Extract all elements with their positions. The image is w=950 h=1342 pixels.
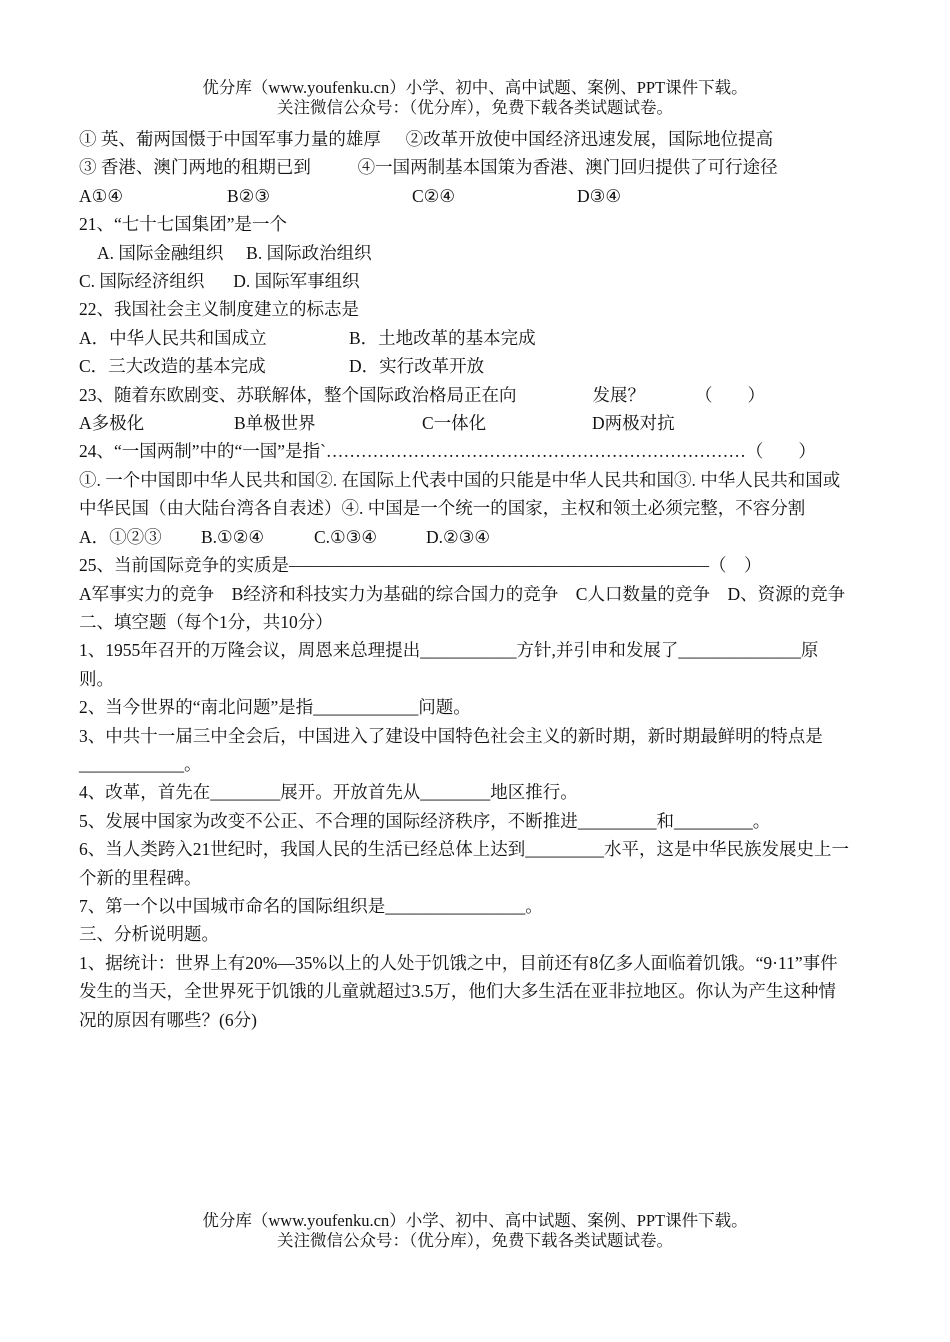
- q25-stem: 25、当前国际竞争的实质是————————————————————————（ ）: [79, 555, 762, 576]
- page-header: [0, 78, 950, 118]
- q24-stem: 24、“一国两制”中的“一国”是指`………………………………………………………………（ ）: [79, 441, 816, 462]
- q23-option-d: D两极对抗: [592, 413, 675, 434]
- q23-stem-end: 发展？: [592, 384, 645, 405]
- q24-option-d: D.②③④: [426, 526, 491, 547]
- document-body: [79, 125, 849, 1034]
- q20-statement-1: ① 英、葡两国慑于中国军事力量的雄厚: [79, 129, 381, 149]
- q20-statements-row-1: [79, 125, 849, 153]
- q22-option-a: A．中华人民共和国成立: [79, 327, 267, 348]
- fill-blank-item-4: 4、改革，首先在________展开。开放首先从________地区推行。: [79, 782, 578, 803]
- q24-option-a: A．①②③: [79, 526, 162, 547]
- q21-options-row-2: [79, 267, 849, 295]
- q23-option-b: B单极世界: [234, 413, 316, 434]
- q22-option-c: C．三大改造的基本完成: [79, 356, 266, 377]
- q20-statement-4: ④一国两制基本国策为香港、澳门回归提供了可行途径: [357, 157, 778, 178]
- q24-option-c: C.①③④: [314, 526, 378, 547]
- footer-line-2: 关注微信公众号：（优分库），免费下载各类试题试卷。: [277, 1231, 673, 1250]
- q20-options: [79, 182, 849, 210]
- section-3-title: 三、分析说明题。: [79, 924, 219, 945]
- q20-option-b: B②③: [227, 185, 271, 206]
- q21-option-a: A. 国际金融组织: [97, 242, 224, 263]
- fill-blank-item-3: 3、中共十一届三中全会后，中国进入了建设中国特色社会主义的新时期，新时期最鲜明的特点是____________。: [79, 725, 823, 774]
- q20-option-d: D③④: [577, 185, 622, 206]
- q20-statement-2: ②改革开放使中国经济迅速发展，国际地位提高: [405, 129, 774, 149]
- q21-options-row-1: [79, 239, 849, 267]
- header-line-1: 优分库（www.youfenku.cn）小学、初中、高中试题、案例、PPT课件下载。: [202, 78, 748, 97]
- q20-statements-row-2: [79, 153, 849, 181]
- fill-blank-item-5: 5、发展中国家为改变不公正、不合理的国际经济秩序，不断推进_________和_________。: [79, 810, 771, 831]
- q23-options: [79, 409, 849, 437]
- q24-body: ①. 一个中国即中华人民共和国②. 在国际上代表中国的只能是中华人民共和国③. 中华人民共和国或中华民国（由大陆台湾各自表述）④. 中国是一个统一的国家，主权和领土必须完整，不容分割: [79, 469, 841, 519]
- q24-options: [79, 523, 849, 551]
- q24-option-b: B.①②④: [201, 526, 265, 547]
- section-2-title: 二、填空题（每个1分，共10分）: [79, 611, 333, 632]
- q21-option-c: C. 国际经济组织: [79, 271, 205, 292]
- q21-stem: 21、“七十七国集团”是一个: [79, 214, 288, 235]
- q21-option-b: B. 国际政治组织: [246, 242, 372, 263]
- footer-line-1: 优分库（www.youfenku.cn）小学、初中、高中试题、案例、PPT课件下载。: [202, 1211, 748, 1230]
- page-footer: [0, 1211, 950, 1251]
- q23-option-a: A多极化: [79, 413, 145, 434]
- fill-blank-item-6: 6、当人类跨入21世纪时，我国人民的生活已经总体上达到_________水平，这是中华民族发展史上一个新的里程碑。: [79, 839, 849, 888]
- q22-options-row-1: [79, 324, 849, 352]
- fill-blank-item-1: 1、1955年召开的万隆会议，周恩来总理提出___________方针,并引申和发展了______________原则。: [79, 640, 819, 689]
- q22-stem: 22、我国社会主义制度建立的标志是: [79, 299, 359, 320]
- q23-stem-line: [79, 381, 849, 409]
- q20-option-a: A①④: [79, 185, 124, 206]
- q23-stem: 23、随着东欧剧变、苏联解体，整个国际政治格局正在向: [79, 384, 517, 405]
- q22-option-b: B．土地改革的基本完成: [349, 327, 536, 348]
- fill-blank-item-7: 7、第一个以中国城市命名的国际组织是________________。: [79, 895, 543, 916]
- analysis-question-1: 1、据统计：世界上有20%—35%以上的人处于饥饿之中，目前还有8亿多人面临着饥饿。“9·11”事件发生的当天，全世界死于饥饿的儿童就超过3.5万，他们大多生活在亚非拉地区。你认为产生这种情况的原因有哪些？(6分): [79, 952, 838, 1030]
- header-line-2: 关注微信公众号：（优分库），免费下载各类试题试卷。: [277, 98, 673, 117]
- q22-option-d: D．实行改革开放: [349, 356, 485, 377]
- fill-blank-item-2: 2、当今世界的“南北问题”是指____________问题。: [79, 697, 471, 718]
- q22-options-row-2: [79, 352, 849, 380]
- q20-option-c: C②④: [412, 185, 456, 206]
- q25-body: A军事实力的竞争 B经济和科技实力为基础的综合国力的竞争 C人口数量的竞争 D、资源的竞争: [79, 583, 846, 604]
- q23-answer-paren: （ ）: [695, 384, 765, 405]
- q20-statement-3: ③ 香港、澳门两地的租期已到: [79, 157, 311, 178]
- q23-option-c: C一体化: [422, 413, 487, 434]
- q21-option-d: D. 国际军事组织: [233, 271, 360, 292]
